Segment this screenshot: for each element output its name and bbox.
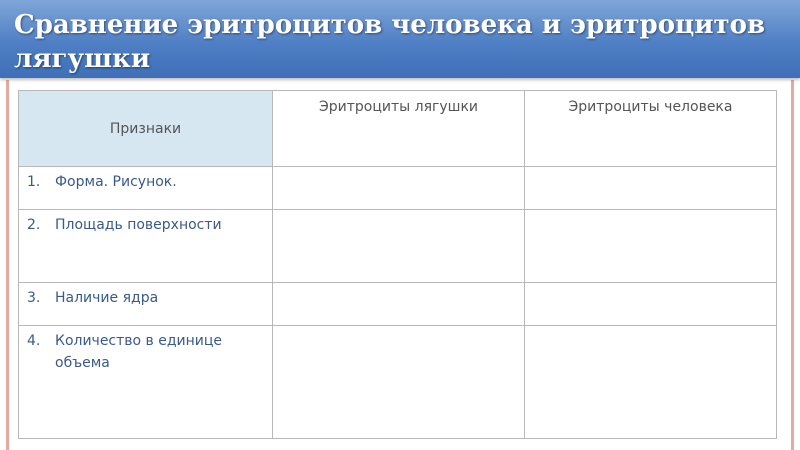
comparison-table-wrapper bbox=[18, 90, 776, 438]
row-label: Количество в единице объема bbox=[55, 333, 223, 371]
header-frog-erythrocytes: Эритроциты лягушки bbox=[273, 91, 525, 167]
row-number: 4. bbox=[27, 333, 41, 349]
row-number: 1. bbox=[27, 174, 41, 190]
header-human-erythrocytes: Эритроциты человека bbox=[525, 91, 777, 167]
human-cell[interactable] bbox=[525, 210, 777, 283]
row-label-cell bbox=[19, 210, 273, 283]
table-row bbox=[19, 326, 777, 439]
table-row bbox=[19, 167, 777, 210]
slide-title: Сравнение эритроцитов человека и эритроцитов лягушки bbox=[14, 10, 766, 74]
table-row bbox=[19, 210, 777, 283]
frog-cell[interactable] bbox=[273, 283, 525, 326]
human-cell[interactable] bbox=[525, 167, 777, 210]
row-label-cell bbox=[19, 167, 273, 210]
human-cell[interactable] bbox=[525, 326, 777, 439]
row-label-cell bbox=[19, 283, 273, 326]
row-number: 2. bbox=[27, 217, 41, 233]
table-row bbox=[19, 283, 777, 326]
table-header-row bbox=[19, 91, 777, 167]
human-cell[interactable] bbox=[525, 283, 777, 326]
right-decor-stripe bbox=[791, 80, 794, 450]
row-label: Наличие ядра bbox=[55, 290, 159, 306]
frog-cell[interactable] bbox=[273, 210, 525, 283]
row-label: Форма. Рисунок. bbox=[55, 174, 177, 190]
title-bar bbox=[0, 0, 800, 78]
row-label-cell bbox=[19, 326, 273, 439]
frog-cell[interactable] bbox=[273, 167, 525, 210]
left-decor-stripe bbox=[6, 80, 9, 450]
header-signs: Признаки bbox=[19, 91, 273, 167]
frog-cell[interactable] bbox=[273, 326, 525, 439]
row-label: Площадь поверхности bbox=[55, 217, 222, 233]
row-number: 3. bbox=[27, 290, 41, 306]
comparison-table bbox=[18, 90, 777, 439]
